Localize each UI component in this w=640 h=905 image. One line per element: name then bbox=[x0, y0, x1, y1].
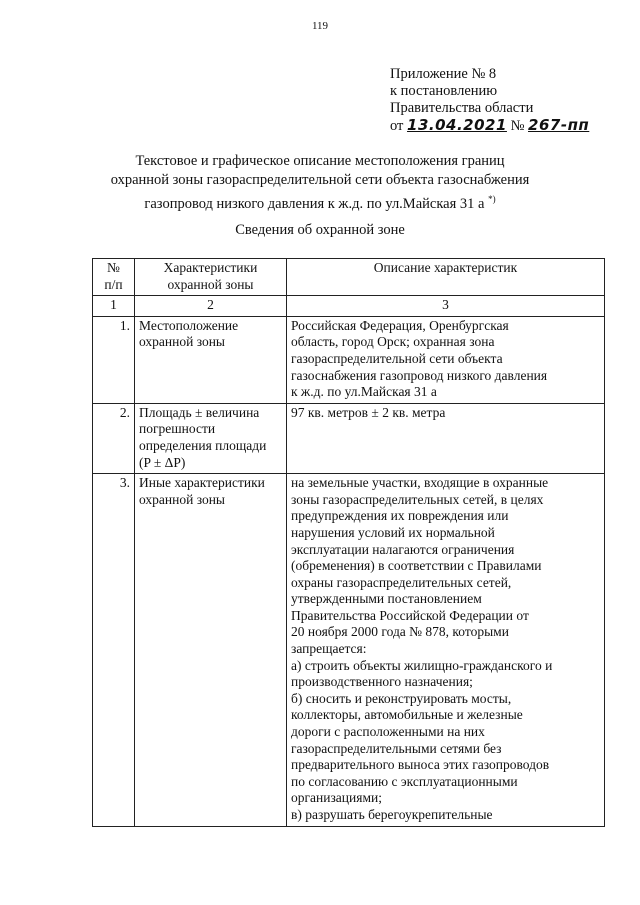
row-2-char-line: Площадь ± величина bbox=[139, 404, 260, 420]
row-2-characteristic bbox=[135, 403, 287, 473]
appendix-date-line bbox=[390, 117, 620, 135]
appendix-number-sign: № bbox=[510, 118, 525, 134]
row-3-desc-line: в) разрушать берегоукрепительные bbox=[291, 807, 493, 822]
page-number: 119 bbox=[311, 20, 329, 32]
appendix-line-1: Приложение № 8 bbox=[390, 66, 497, 82]
header-no bbox=[93, 259, 135, 296]
row-1-char-line: охранной зоны bbox=[139, 334, 226, 350]
table-row bbox=[93, 474, 605, 826]
appendix-line-3: Правительства области bbox=[390, 100, 534, 116]
row-3-char-line: Иные характеристики bbox=[139, 475, 265, 491]
row-3-desc-line: зоны газораспределительных сетей, в целях bbox=[291, 491, 544, 507]
table-header-row bbox=[93, 259, 605, 296]
row-3-desc-line: организациями; bbox=[291, 790, 382, 806]
row-3-desc-line: нарушения условий их нормальной bbox=[291, 524, 495, 540]
col-number-1: 1 bbox=[93, 296, 135, 317]
row-3-desc-line: эксплуатации налагаются ограничения bbox=[291, 541, 515, 557]
row-3-char-line: охранной зоны bbox=[139, 491, 226, 507]
handwritten-date: 13.04.2021 bbox=[407, 116, 507, 134]
row-3-desc-line: б) сносить и реконструировать мосты, bbox=[291, 690, 512, 706]
title-footnote-mark: *) bbox=[488, 194, 496, 204]
row-3-description bbox=[287, 474, 605, 826]
row-1-desc-line: область, город Орск; охранная зона bbox=[291, 334, 495, 350]
row-3-characteristic bbox=[135, 474, 287, 826]
row-2-char-line: погрешности bbox=[139, 421, 216, 437]
header-characteristic-line-2: охранной зоны bbox=[167, 276, 254, 292]
row-1-description bbox=[287, 316, 605, 403]
row-1-desc-line: Российская Федерация, Оренбургская bbox=[291, 317, 509, 333]
row-1-desc-line: газоснабжения газопровод низкого давления bbox=[291, 367, 548, 383]
row-3-desc-line: производственного назначения; bbox=[291, 674, 473, 690]
title-line-1: Текстовое и графическое описание местоположения границ bbox=[135, 153, 505, 169]
header-characteristic bbox=[135, 259, 287, 296]
protection-zone-table bbox=[92, 258, 605, 827]
table-row bbox=[93, 403, 605, 473]
row-3-desc-line: (обременения) в соответствии с Правилами bbox=[291, 558, 542, 574]
handwritten-number: 267-пп bbox=[528, 116, 590, 134]
row-3-desc-line: по согласованию с эксплуатационными bbox=[291, 773, 518, 789]
row-2-no: 2. bbox=[93, 403, 135, 473]
col-number-2: 2 bbox=[135, 296, 287, 317]
row-2-desc-line: 97 кв. метров ± 2 кв. метра bbox=[291, 404, 446, 420]
table-row bbox=[93, 316, 605, 403]
row-2-char-line: определения площади bbox=[139, 437, 267, 453]
row-3-desc-line: газораспределительными сетями без bbox=[291, 740, 502, 756]
row-1-char-line: Местоположение bbox=[139, 317, 239, 333]
column-number-row bbox=[93, 296, 605, 317]
document-title bbox=[90, 152, 550, 214]
row-3-desc-line: утвержденными постановлением bbox=[291, 591, 482, 607]
row-3-desc-line: запрещается: bbox=[291, 641, 367, 657]
row-1-characteristic bbox=[135, 316, 287, 403]
row-1-no: 1. bbox=[93, 316, 135, 403]
row-1-desc-line: газораспределительной сети объекта bbox=[291, 350, 503, 366]
title-line-2: охранной зоны газораспределительной сети объекта газоснабжения bbox=[110, 172, 530, 188]
row-3-desc-line: дороги с расположенными на них bbox=[291, 724, 485, 740]
appendix-from-prefix: от bbox=[390, 118, 404, 134]
row-2-char-line: (P ± ΔP) bbox=[139, 454, 186, 470]
header-characteristic-line-1: Характеристики bbox=[163, 260, 258, 275]
col-number-3: 3 bbox=[287, 296, 605, 317]
row-3-desc-line: а) строить объекты жилищно-гражданского и bbox=[291, 657, 553, 673]
header-no-line-2: п/п bbox=[104, 276, 123, 292]
title-line-3 bbox=[90, 190, 550, 214]
appendix-line-2: к постановлению bbox=[390, 83, 498, 99]
row-3-desc-line: на земельные участки, входящие в охранные bbox=[291, 475, 549, 491]
row-3-desc-line: предварительного выноса этих газопроводов bbox=[291, 757, 550, 773]
header-no-line-1: № bbox=[107, 260, 120, 275]
row-1-desc-line: к ж.д. по ул.Майская 31 а bbox=[291, 384, 437, 400]
row-3-desc-line: предупреждения их повреждения или bbox=[291, 508, 509, 524]
header-description: Описание характеристик bbox=[287, 259, 605, 296]
appendix-block bbox=[390, 66, 620, 135]
title-line-3-text: газопровод низкого давления к ж.д. по ул.Майская 31 а bbox=[144, 195, 485, 212]
row-3-desc-line: коллекторы, автомобильные и железные bbox=[291, 707, 523, 723]
row-2-description bbox=[287, 403, 605, 473]
row-3-desc-line: 20 ноября 2000 года № 878, которыми bbox=[291, 624, 509, 640]
row-3-desc-line: Правительства Российской Федерации от bbox=[291, 607, 529, 623]
row-3-desc-line: охраны газораспределительных сетей, bbox=[291, 574, 512, 590]
row-3-no: 3. bbox=[93, 474, 135, 826]
section-title: Сведения об охранной зоне bbox=[235, 222, 405, 238]
